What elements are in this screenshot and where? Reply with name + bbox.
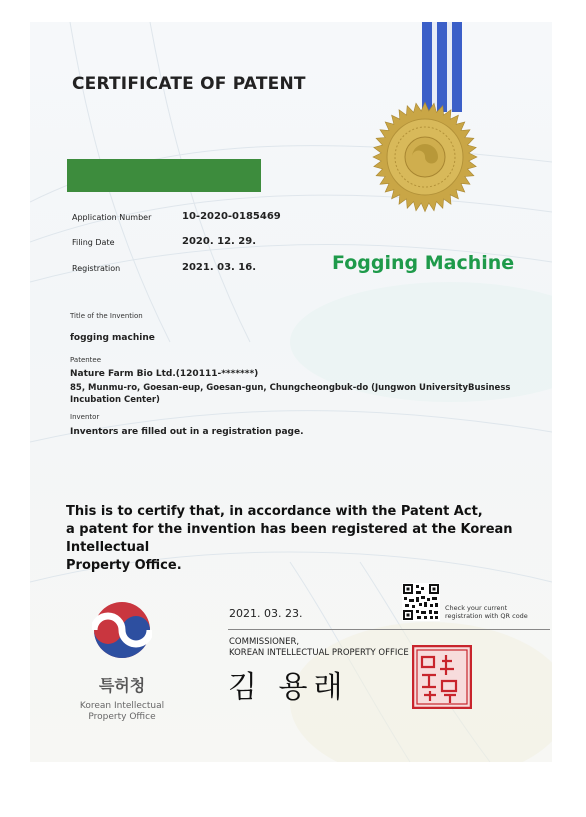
office-name-line-1: Korean Intellectual [79,701,165,711]
invention-title-label: Title of the Invention [70,312,143,320]
patentee-label: Patentee [70,356,102,364]
patentee-address-line1: 85, Munmu-ro, Goesan-eup, Goesan-gun, Chungcheongbuk-do (Jungwon UniversityBusiness [70,383,511,393]
registration-value: 2021. 03. 16. [182,262,257,273]
qr-caption-line-2: registration with QR code [445,612,528,620]
certify-line-3: Property Office. [66,558,182,573]
office-name-korean: 특허청 [98,676,146,695]
patentee-address-line2: Incubation Center) [70,395,160,405]
patentee-name: Nature Farm Bio Ltd.(120111-*******) [70,369,259,379]
issue-date: 2021. 03. 23. [229,607,303,620]
filing-date-value: 2020. 12. 29. [182,236,257,247]
registration-label: Registration [72,264,121,273]
qr-caption [445,604,528,620]
filing-date-label: Filing Date [72,238,115,247]
office-name-line-2: Property Office [88,712,156,722]
inventor-label: Inventor [70,413,100,421]
red-stamp-icon [412,645,472,709]
invention-title-value: fogging machine [70,333,155,343]
certificate-paper [30,22,552,762]
application-number-label: Application Number [72,213,152,222]
certify-line-1: This is to certify that, in accordance with the Patent Act, [66,504,483,519]
gold-seal-icon [372,94,478,220]
application-number-value: 10-2020-0185469 [182,211,281,222]
footer-divider [228,629,550,630]
office-name-english [74,701,170,723]
overlay-label: Fogging Machine [332,252,515,274]
commissioner-line-2: KOREAN INTELLECTUAL PROPERTY OFFICE [229,648,409,658]
qr-code-icon[interactable] [402,583,440,621]
kipo-logo-icon [92,600,152,660]
qr-caption-line-1: Check your current [445,604,508,612]
document-title: CERTIFICATE OF PATENT [72,74,306,94]
commissioner-line-1: COMMISSIONER, [229,637,300,647]
redaction-box [67,159,261,192]
certify-line-2: a patent for the invention has been registered at the Korean Intellectual [66,522,513,555]
certification-statement [66,503,546,575]
inventor-value: Inventors are filled out in a registration page. [70,427,304,437]
commissioner-signature: 김 용래 [228,670,349,705]
commissioner-title [229,637,409,659]
